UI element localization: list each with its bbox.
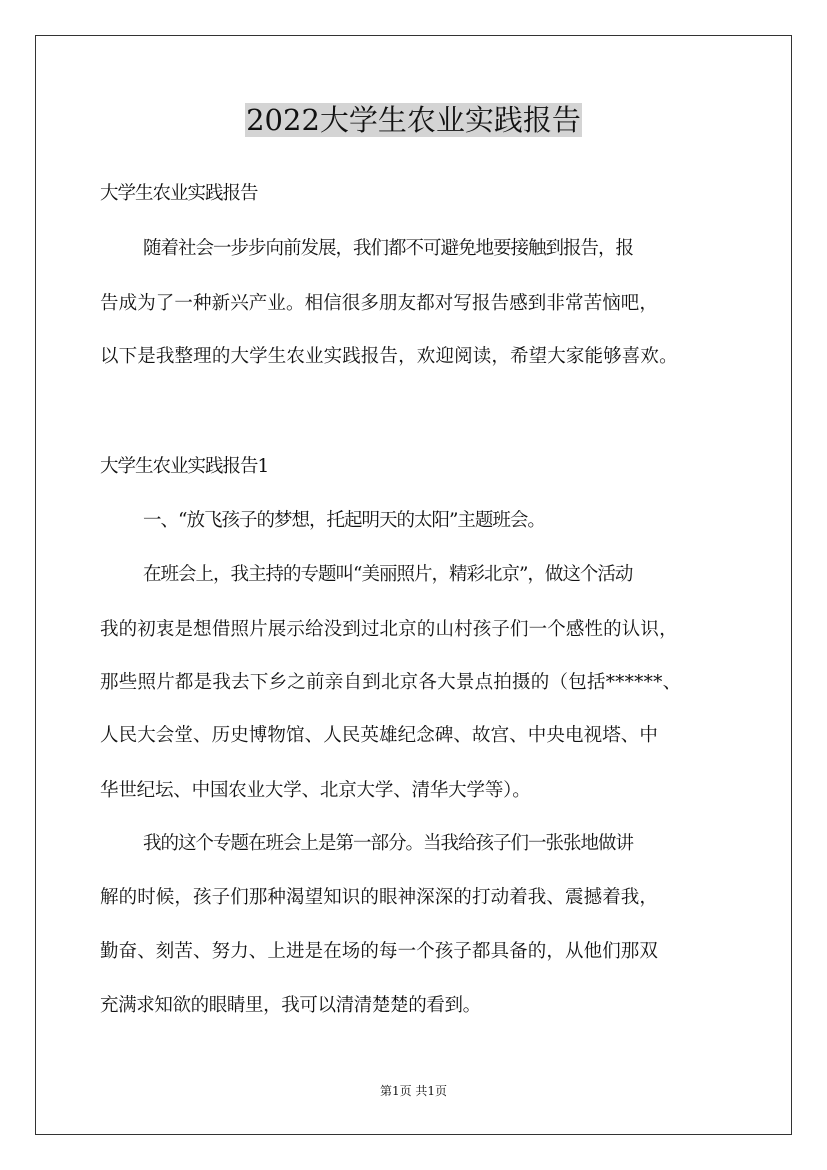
body-line: 解的时候，孩子们那种渴望知识的眼神深深的打动着我、震撼着我，: [100, 887, 659, 908]
body-line: 人民大会堂、历史博物馆、人民英雄纪念碑、故宫、中央电视塔、中: [100, 725, 659, 746]
body-line: 华世纪坛、中国农业大学、北京大学、清华大学等）。: [100, 780, 531, 801]
body-line: 我的初衷是想借照片展示给没到过北京的山村孩子们一个感性的认识，: [100, 619, 678, 640]
document-title-text: 2022大学生农业实践报告: [246, 103, 581, 137]
section-heading: 大学生农业实践报告: [100, 183, 258, 204]
body-line: 那些照片都是我去下乡之前亲自到北京各大景点拍摄的（包括******、: [100, 672, 682, 693]
section-heading: 大学生农业实践报告1: [100, 456, 269, 477]
document-title: [0, 100, 827, 140]
body-line: 充满求知欲的眼睛里，我可以清清楚楚的看到。: [100, 995, 481, 1016]
body-line: 我的这个专题在班会上是第一部分。当我给孩子们一张张地做讲: [143, 833, 634, 854]
body-line: 勤奋、刻苦、努力、上进是在场的每一个孩子都具备的，从他们那双: [100, 941, 659, 962]
body-line: 一、“放飞孩子的梦想，托起明天的太阳”主题班会。: [143, 510, 545, 531]
body-line: 以下是我整理的大学生农业实践报告，欢迎阅读，希望大家能够喜欢。: [100, 346, 678, 367]
body-line: 随着社会一步步向前发展，我们都不可避免地要接触到报告，报: [143, 238, 634, 259]
body-line: 在班会上，我主持的专题叫“美丽照片，精彩北京”，做这个活动: [143, 564, 633, 585]
body-line: 告成为了一种新兴产业。相信很多朋友都对写报告感到非常苦恼吧，: [100, 293, 659, 314]
page-footer: 第1页 共1页: [379, 1084, 448, 1098]
